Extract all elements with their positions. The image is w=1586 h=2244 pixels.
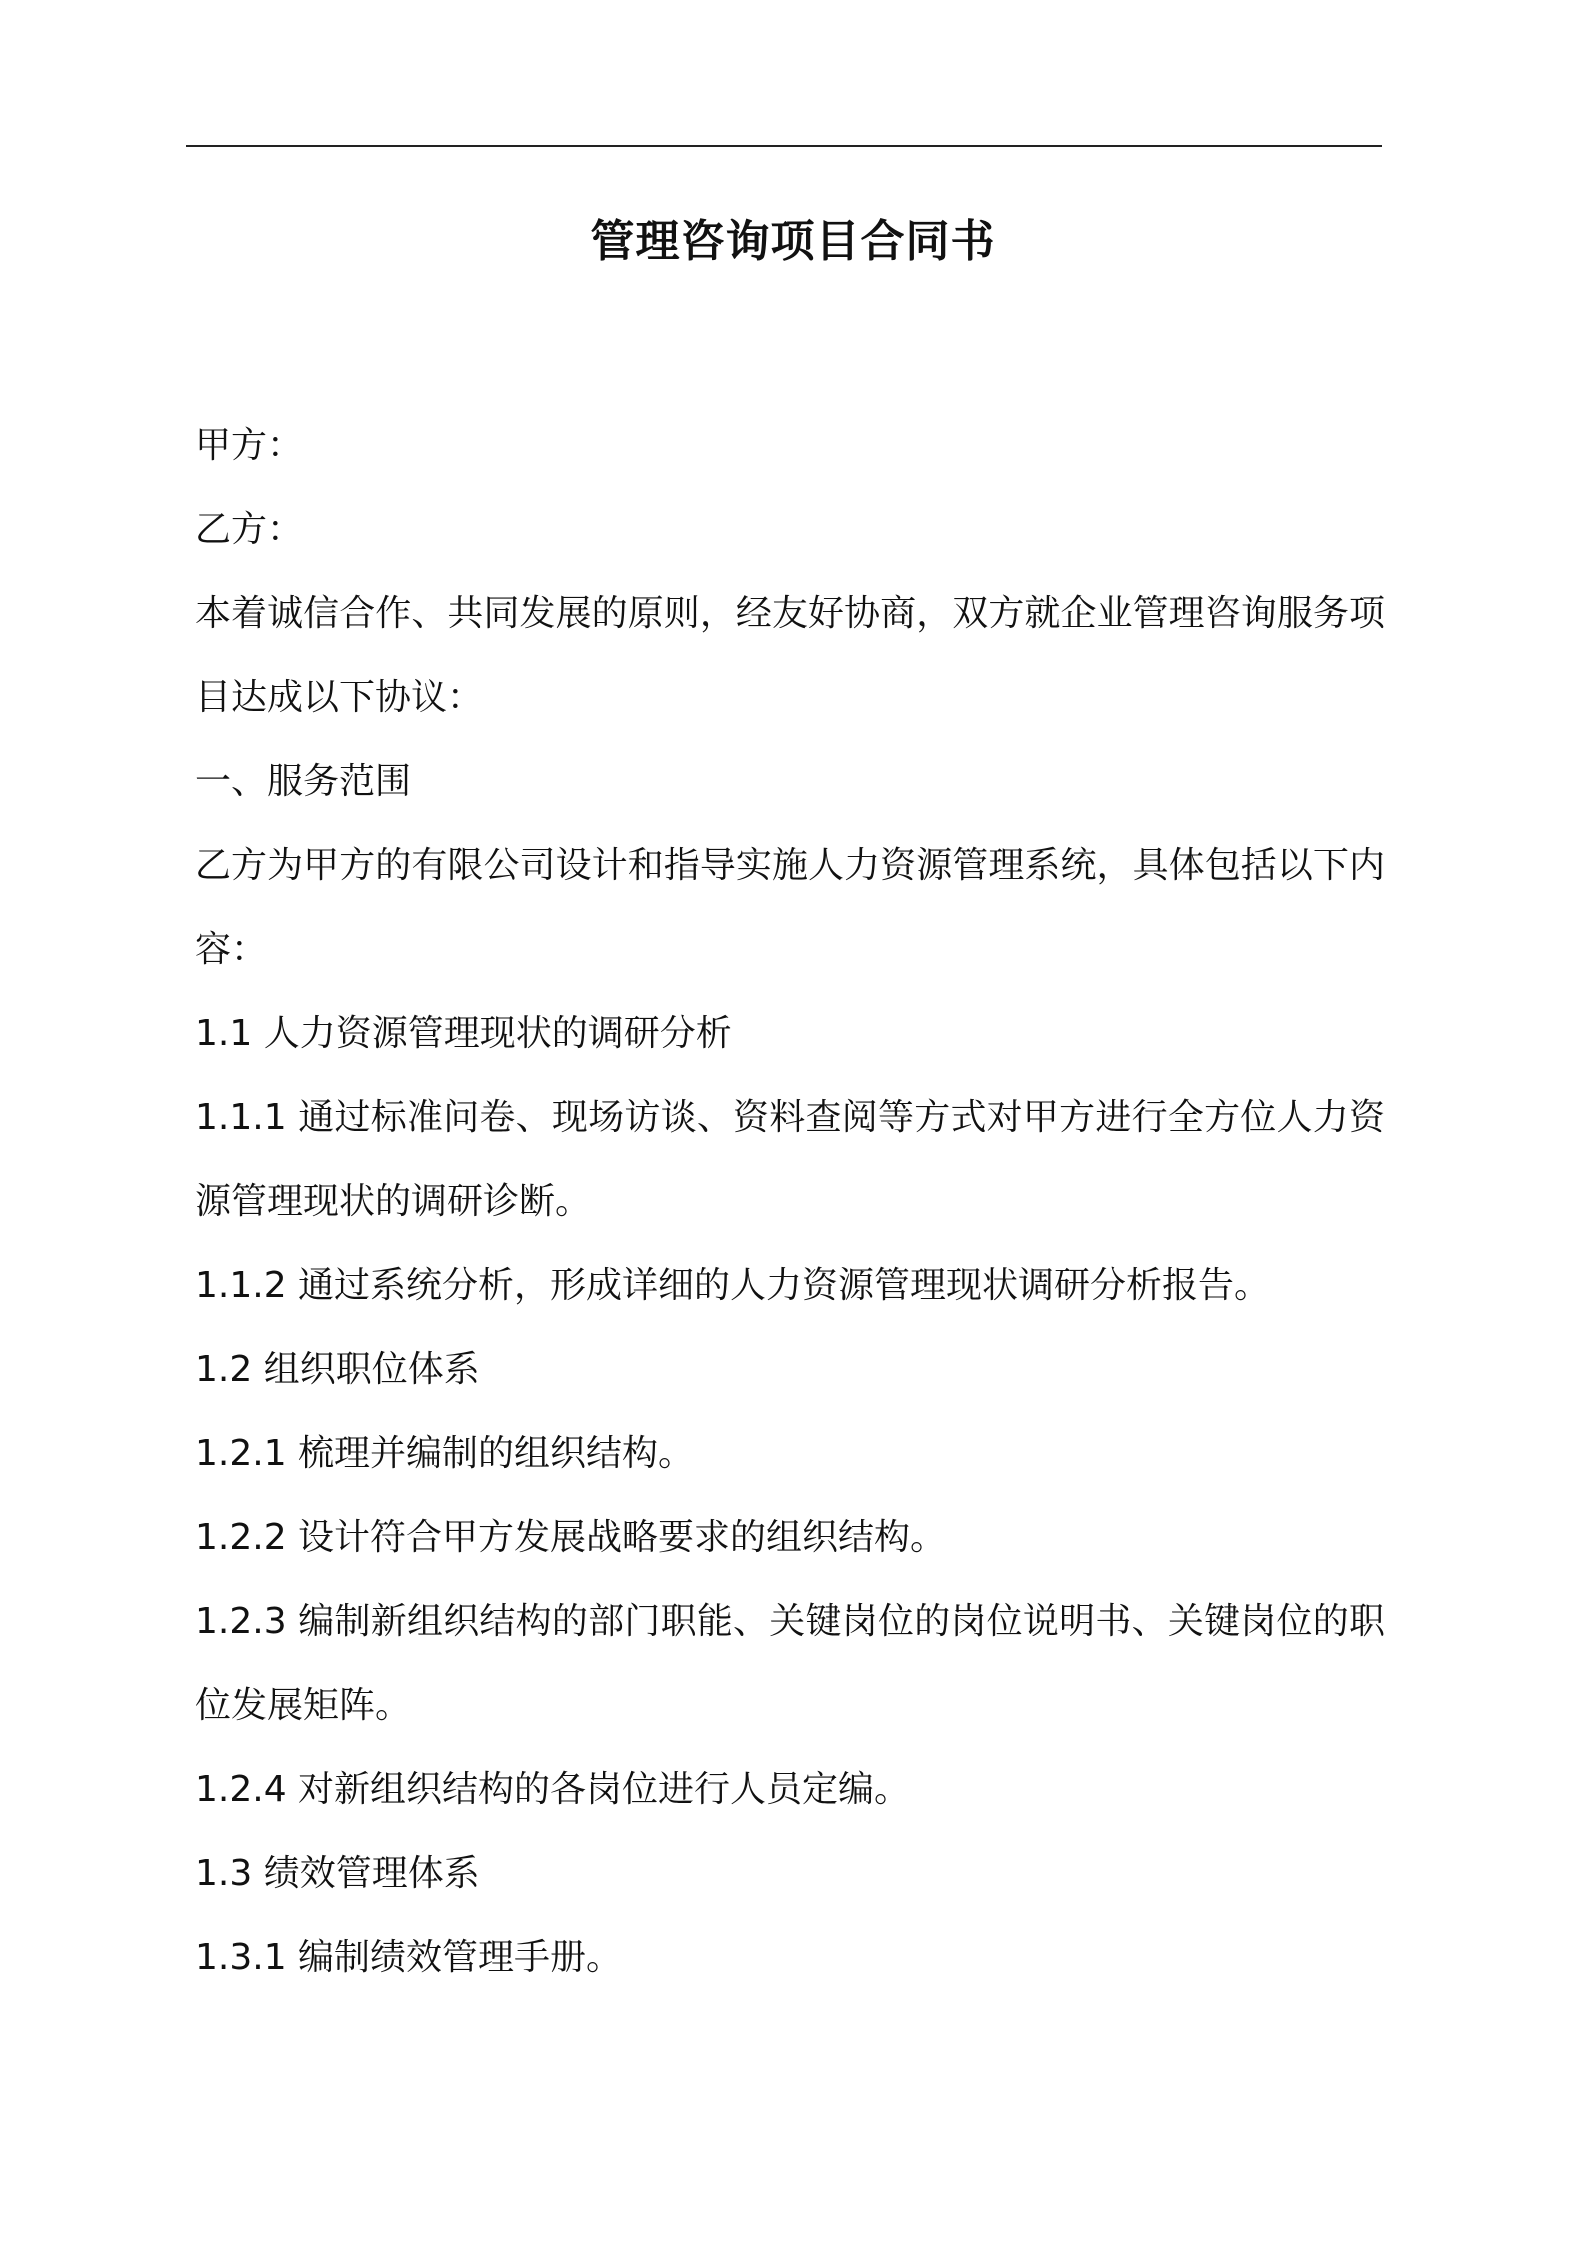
clause-1-2: 1.2 组织职位体系 (195, 1349, 480, 1390)
party-b-line: 乙方： (195, 509, 304, 550)
clause-1-2-1: 1.2.1 梳理并编制的组织结构。 (195, 1433, 695, 1474)
document-body (195, 404, 1385, 2000)
header-rule (186, 145, 1382, 147)
clause-1-1-2: 1.1.2 通过系统分析，形成详细的人力资源管理现状调研分析报告。 (195, 1265, 1271, 1306)
scope-intro-paragraph: 乙方为甲方的有限公司设计和指导实施人力资源管理系统，具体包括以下内容： (195, 845, 1385, 970)
party-a-line: 甲方： (195, 425, 304, 466)
clause-1-2-2: 1.2.2 设计符合甲方发展战略要求的组织结构。 (195, 1517, 947, 1558)
clause-1-2-3: 1.2.3 编制新组织结构的部门职能、关键岗位的岗位说明书、关键岗位的职位发展矩阵。 (195, 1601, 1385, 1726)
section-heading-service-scope: 一、服务范围 (195, 761, 412, 802)
clause-1-2-4: 1.2.4 对新组织结构的各岗位进行人员定编。 (195, 1769, 911, 1810)
clause-1-1: 1.1 人力资源管理现状的调研分析 (195, 1013, 732, 1054)
clause-1-1-1: 1.1.1 通过标准问卷、现场访谈、资料查阅等方式对甲方进行全方位人力资源管理现状的调研诊断。 (195, 1097, 1385, 1222)
preamble-paragraph: 本着诚信合作、共同发展的原则，经友好协商，双方就企业管理咨询服务项目达成以下协议： (195, 593, 1385, 718)
clause-1-3: 1.3 绩效管理体系 (195, 1853, 480, 1894)
clause-1-3-1: 1.3.1 编制绩效管理手册。 (195, 1937, 623, 1978)
document-title: 管理咨询项目合同书 (590, 216, 996, 267)
